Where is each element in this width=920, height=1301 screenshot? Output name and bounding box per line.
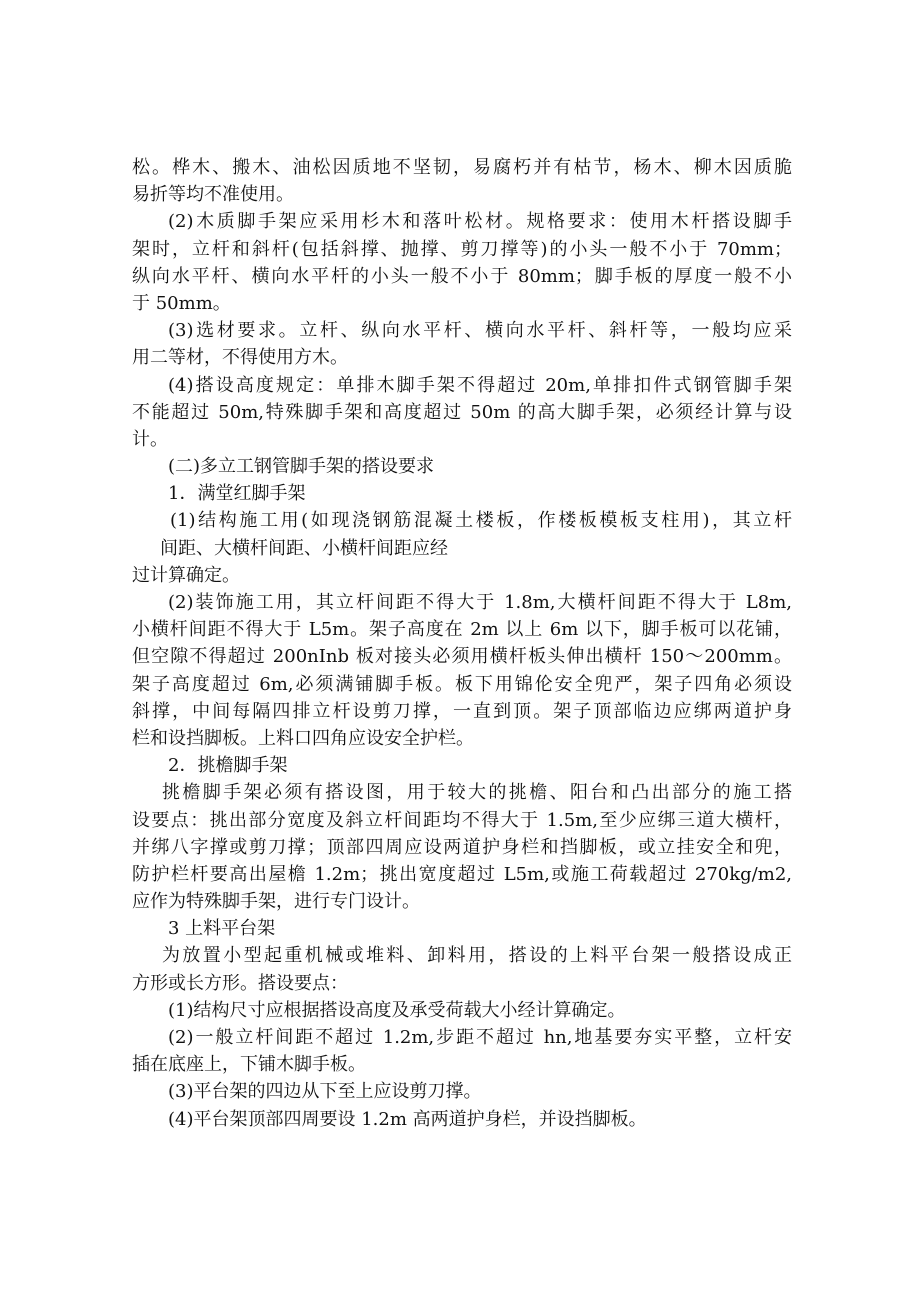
text-line: 间距、大横杆间距、小横杆间距应经: [160, 537, 448, 559]
text-line: (4)搭设高度规定：单排木脚手架不得超过 20m,单排扣件式钢管脚手架: [168, 374, 792, 396]
text-line: 为放置小型起重机械或堆料、卸料用，搭设的上料平台架一般搭设成正: [162, 945, 792, 967]
text-line: 斜撑，中间每隔四排立杆设剪刀撑，一直到顶。架子顶部临边应绑两道护身: [132, 700, 792, 722]
subsection-heading: 2．挑檐脚手架: [168, 755, 288, 777]
text-line: 用二等材，不得使用方木。: [132, 347, 348, 369]
text-line: 并绑八字撑或剪刀撑；顶部四周应设两道护身栏和挡脚板，或立挂安全和兜，: [132, 836, 792, 858]
text-line: (1)结构施工用(如现浇钢筋混凝土楼板，作楼板模板支柱用)，其立杆: [170, 510, 792, 532]
text-line: 架时，立杆和斜杆(包括斜撑、抛撑、剪刀撑等)的小头一般不小于 70mm；: [132, 238, 792, 260]
subsection-heading: 1．满堂红脚手架: [168, 483, 306, 505]
text-line: 计。: [132, 428, 168, 450]
text-line: (2)木质脚手架应采用杉木和落叶松材。规格要求：使用木杆搭设脚手: [168, 211, 792, 233]
text-line: 应作为特殊脚手架，进行专门设计。: [132, 891, 420, 913]
text-line: (3)平台架的四边从下至上应设剪刀撑。: [168, 1081, 482, 1103]
section-heading: (二)多立工钢管脚手架的搭设要求: [168, 456, 435, 478]
text-line: 栏和设挡脚板。上料口四角应设安全护栏。: [132, 727, 474, 749]
text-line: 方形或长方形。搭设要点：: [132, 972, 348, 994]
text-line: 松。桦木、搬木、油松因质地不坚韧，易腐朽并有枯节，杨木、柳木因质脆: [132, 157, 792, 178]
text-line: (4)平台架顶部四周要设 1.2m 高两道护身栏，并设挡脚板。: [168, 1108, 647, 1130]
text-line: 设要点：挑出部分宽度及斜立杆间距均不得大于 1.5m,至少应绑三道大横杆，: [132, 809, 792, 831]
text-line: 小横杆间距不得大于 L5m。架子高度在 2m 以上 6m 以下，脚手板可以花铺，: [132, 619, 792, 641]
text-line: 架子高度超过 6m,必须满铺脚手板。板下用锦伦安全兜严，架子四角必须设: [132, 673, 792, 695]
text-line: 防护栏杆要高出屋檐 1.2m；挑出宽度超过 L5m,或施工荷载超过 270kg/m2,: [132, 863, 792, 885]
text-line: (3)选材要求。立杆、纵向水平杆、横向水平杆、斜杆等，一般均应采: [168, 320, 792, 342]
text-line: 不能超过 50m,特殊脚手架和高度超过 50m 的高大脚手架，必须经计算与设: [132, 401, 792, 423]
text-line: 过计算确定。: [132, 564, 240, 586]
text-line: 纵向水平杆、横向水平杆的小头一般不小于 80mm；脚手板的厚度一般不小: [132, 265, 792, 287]
text-line: 易折等均不准使用。: [132, 184, 294, 206]
text-line: (2)一般立杆间距不超过 1.2m,步距不超过 hn,地基要夯实平整，立杆安: [168, 1027, 792, 1048]
text-line: 挑檐脚手架必须有搭设图，用于较大的挑檐、阳台和凸出部分的施工搭: [162, 782, 792, 804]
text-line: 于 50mm。: [132, 292, 231, 314]
text-line: 插在底座上，下铺木脚手板。: [132, 1054, 366, 1076]
subsection-heading: 3 上料平台架: [168, 918, 276, 940]
text-line: (1)结构尺寸应根据搭设高度及承受荷载大小经计算确定。: [168, 999, 626, 1021]
text-line: (2)装饰施工用，其立杆间距不得大于 1.8m,大横杆间距不得大于 L8m,: [168, 592, 792, 613]
text-line: 但空隙不得超过 200nInb 板对接头必须用横杆板头伸出横杆 150～200mm。: [132, 646, 792, 668]
document-body: [132, 154, 792, 1133]
